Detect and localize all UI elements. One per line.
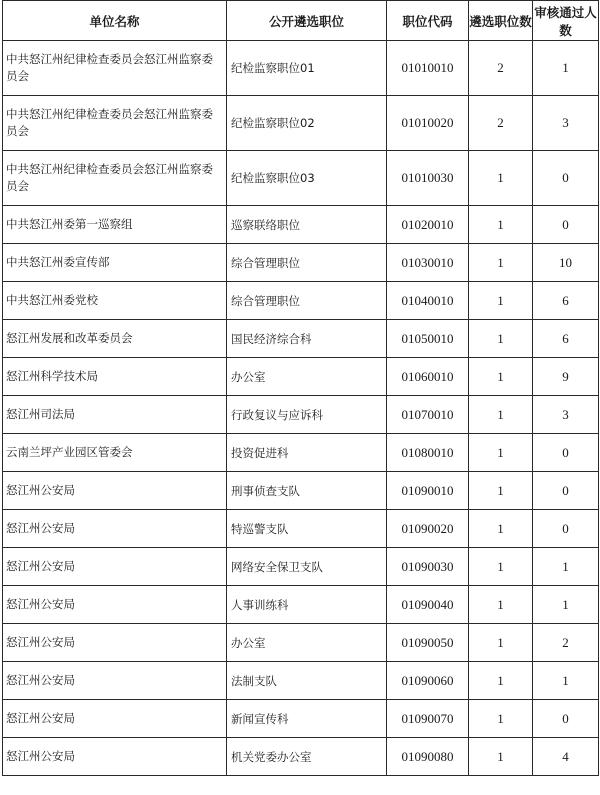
cell-unit: 怒江州发展和改革委员会	[3, 320, 227, 358]
cell-passed: 4	[533, 738, 599, 776]
cell-passed: 0	[533, 510, 599, 548]
cell-code: 01080010	[387, 434, 469, 472]
cell-unit: 中共怒江州纪律检查委员会怒江州监察委员会	[3, 151, 227, 206]
cell-passed: 0	[533, 472, 599, 510]
cell-position: 办公室	[227, 358, 387, 396]
cell-passed: 10	[533, 244, 599, 282]
table-row	[3, 434, 599, 472]
cell-passed: 0	[533, 700, 599, 738]
cell-unit: 怒江州公安局	[3, 510, 227, 548]
cell-position: 综合管理职位	[227, 244, 387, 282]
cell-unit: 怒江州公安局	[3, 548, 227, 586]
cell-count: 1	[469, 151, 533, 206]
cell-code: 01040010	[387, 282, 469, 320]
cell-count: 1	[469, 472, 533, 510]
cell-passed: 3	[533, 396, 599, 434]
cell-count: 1	[469, 320, 533, 358]
cell-count: 1	[469, 586, 533, 624]
cell-code: 01090010	[387, 472, 469, 510]
cell-unit: 怒江州公安局	[3, 738, 227, 776]
cell-passed: 2	[533, 624, 599, 662]
cell-unit: 怒江州司法局	[3, 396, 227, 434]
cell-unit: 中共怒江州纪律检查委员会怒江州监察委员会	[3, 41, 227, 96]
cell-code: 01070010	[387, 396, 469, 434]
cell-code: 01090020	[387, 510, 469, 548]
cell-code: 01090050	[387, 624, 469, 662]
cell-unit: 怒江州公安局	[3, 472, 227, 510]
cell-count: 1	[469, 548, 533, 586]
cell-passed: 1	[533, 586, 599, 624]
cell-position: 办公室	[227, 624, 387, 662]
cell-count: 1	[469, 244, 533, 282]
table-row	[3, 151, 599, 206]
cell-position: 特巡警支队	[227, 510, 387, 548]
cell-position: 人事训练科	[227, 586, 387, 624]
table-row	[3, 738, 599, 776]
header-passed: 审核通过人数	[533, 1, 599, 41]
cell-position: 新闻宣传科	[227, 700, 387, 738]
cell-position: 纪检监察职位03	[227, 151, 387, 206]
cell-position: 网络安全保卫支队	[227, 548, 387, 586]
cell-count: 1	[469, 662, 533, 700]
cell-unit: 中共怒江州纪律检查委员会怒江州监察委员会	[3, 96, 227, 151]
cell-passed: 1	[533, 662, 599, 700]
table-row	[3, 41, 599, 96]
cell-code: 01010010	[387, 41, 469, 96]
cell-code: 01010020	[387, 96, 469, 151]
cell-count: 1	[469, 396, 533, 434]
table-row	[3, 586, 599, 624]
table-row	[3, 624, 599, 662]
cell-passed: 0	[533, 151, 599, 206]
table-row	[3, 396, 599, 434]
cell-code: 01090070	[387, 700, 469, 738]
cell-count: 1	[469, 282, 533, 320]
cell-passed: 1	[533, 41, 599, 96]
cell-unit: 中共怒江州委宣传部	[3, 244, 227, 282]
table-row	[3, 358, 599, 396]
cell-code: 01050010	[387, 320, 469, 358]
cell-passed: 3	[533, 96, 599, 151]
cell-count: 2	[469, 41, 533, 96]
header-position: 公开遴选职位	[227, 1, 387, 41]
cell-unit: 怒江州公安局	[3, 624, 227, 662]
cell-passed: 0	[533, 434, 599, 472]
cell-unit: 怒江州公安局	[3, 662, 227, 700]
cell-passed: 1	[533, 548, 599, 586]
cell-count: 1	[469, 358, 533, 396]
header-count: 遴选职位数	[469, 1, 533, 41]
cell-position: 法制支队	[227, 662, 387, 700]
cell-position: 投资促进科	[227, 434, 387, 472]
cell-unit: 云南兰坪产业园区管委会	[3, 434, 227, 472]
position-table	[2, 0, 599, 776]
cell-count: 1	[469, 624, 533, 662]
table-row	[3, 662, 599, 700]
cell-passed: 0	[533, 206, 599, 244]
cell-count: 1	[469, 510, 533, 548]
table-row	[3, 320, 599, 358]
cell-code: 01020010	[387, 206, 469, 244]
cell-count: 1	[469, 434, 533, 472]
table-row	[3, 548, 599, 586]
header-unit: 单位名称	[3, 1, 227, 41]
cell-position: 巡察联络职位	[227, 206, 387, 244]
cell-unit: 怒江州科学技术局	[3, 358, 227, 396]
cell-position: 行政复议与应诉科	[227, 396, 387, 434]
cell-position: 刑事侦查支队	[227, 472, 387, 510]
cell-code: 01090030	[387, 548, 469, 586]
cell-code: 01090040	[387, 586, 469, 624]
cell-unit: 怒江州公安局	[3, 700, 227, 738]
cell-count: 1	[469, 206, 533, 244]
cell-passed: 6	[533, 320, 599, 358]
cell-unit: 中共怒江州委第一巡察组	[3, 206, 227, 244]
cell-unit: 中共怒江州委党校	[3, 282, 227, 320]
cell-unit: 怒江州公安局	[3, 586, 227, 624]
cell-count: 2	[469, 96, 533, 151]
cell-passed: 9	[533, 358, 599, 396]
cell-position: 纪检监察职位01	[227, 41, 387, 96]
table-row	[3, 472, 599, 510]
cell-position: 机关党委办公室	[227, 738, 387, 776]
cell-code: 01060010	[387, 358, 469, 396]
cell-code: 01030010	[387, 244, 469, 282]
cell-code: 01010030	[387, 151, 469, 206]
cell-count: 1	[469, 700, 533, 738]
cell-position: 综合管理职位	[227, 282, 387, 320]
table-row	[3, 206, 599, 244]
cell-position: 纪检监察职位02	[227, 96, 387, 151]
table-header-row	[3, 1, 599, 41]
table-row	[3, 96, 599, 151]
cell-passed: 6	[533, 282, 599, 320]
table-row	[3, 282, 599, 320]
cell-code: 01090080	[387, 738, 469, 776]
table-row	[3, 244, 599, 282]
header-code: 职位代码	[387, 1, 469, 41]
table-row	[3, 700, 599, 738]
cell-position: 国民经济综合科	[227, 320, 387, 358]
cell-count: 1	[469, 738, 533, 776]
cell-code: 01090060	[387, 662, 469, 700]
table-row	[3, 510, 599, 548]
